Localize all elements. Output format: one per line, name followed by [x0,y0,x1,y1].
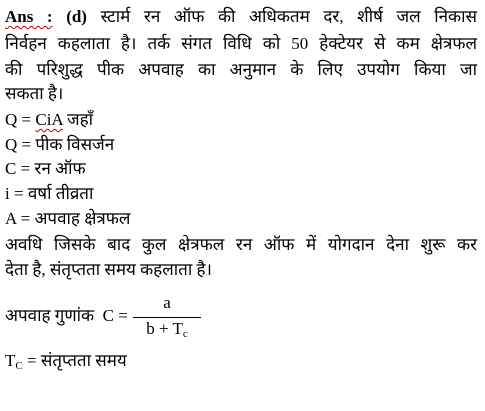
formula-rhs: CiA [35,110,63,129]
fraction-denominator [127,319,207,340]
definition-meaning: पीक विसर्जन [35,135,115,154]
denominator-main: b + T [146,319,183,338]
definition-c [5,158,86,180]
fraction-bar [133,317,201,318]
time-symbol-subscript: C [15,360,23,372]
answer-intro-line-1 [5,6,477,28]
definition-eq: = [16,159,35,178]
definition-symbol: Q [5,135,18,154]
answer-intro-line-2: निर्वहन कहलाता है। तर्क संगत विधि को 50 हेक्टेयर से कम क्षेत्रफल [5,34,477,53]
coefficient-lhs: C = [102,306,128,325]
definition-meaning: वर्षा तीव्रता [27,184,94,203]
definition-meaning: अपवाह क्षेत्रफल [34,209,131,228]
answer-intro-line-3: की परिशुद्ध पीक अपवाह का अनुमान के लिए उपयोग किया जा [5,60,477,79]
concentration-line-1: अवधि जिसके बाद कुल क्षेत्रफल रन ऑफ में योगदान देना शुरू कर [5,235,477,254]
definition-q [5,134,114,156]
runoff-coefficient-label [5,305,128,327]
rational-formula [5,109,93,131]
definition-symbol: C [5,159,17,178]
answer-option: (d) [66,7,87,26]
definition-i [5,183,93,205]
formula-lhs: Q = [5,110,36,129]
definition-meaning: रन ऑफ [34,159,86,178]
time-symbol: T [5,351,16,370]
concentration-time-definition [5,350,127,377]
time-meaning: संतृप्तता समय [40,351,127,370]
definition-a [5,208,130,230]
answer-intro-text-1: स्टार्म रन ऑफ की अधिकतम दर, शीर्ष जल निकास [100,7,478,26]
concentration-line-2: देता है, संतृप्तता समय कहलाता है। [5,260,212,279]
answer-prefix: Ans : [5,7,53,26]
answer-intro-line-4: सकता है। [5,84,64,103]
denominator-subscript: c [182,328,188,340]
definition-eq: = [9,184,28,203]
definition-symbol: A [5,209,17,228]
definition-symbol: i [5,184,10,203]
definition-eq: = [16,209,35,228]
coefficient-label: अपवाह गुणांक [5,306,95,325]
time-eq: = [22,351,41,370]
fraction-numerator: a [163,293,171,312]
formula-suffix: जहाँ [62,110,94,129]
definition-eq: = [17,135,36,154]
